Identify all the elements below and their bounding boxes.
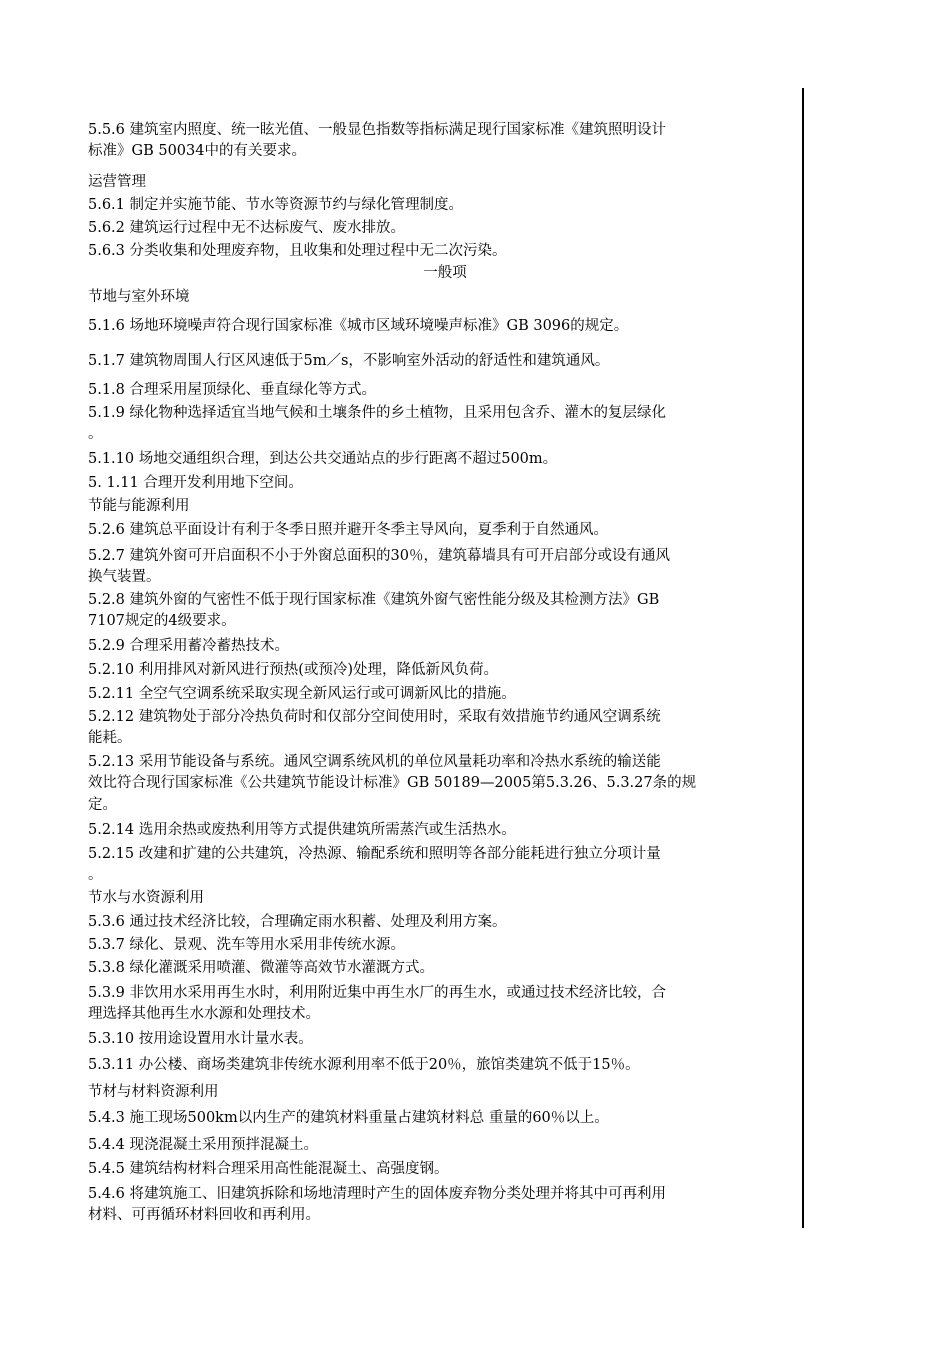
- text-line: 5.2.8 建筑外窗的气密性不低于现行国家标准《建筑外窗气密性能分级及其检测方法》GB: [88, 592, 660, 608]
- text-line: 5.3.11 办公楼、商场类建筑非传统水源利用率不低于20％，旅馆类建筑不低于15％。: [88, 1057, 640, 1073]
- text-line: 5.3.10 按用途设置用水计量水表。: [88, 1031, 313, 1047]
- text-line: 5.1.8 合理采用屋顶绿化、垂直绿化等方式。: [88, 382, 377, 398]
- section-heading: 节材与材料资源利用: [88, 1084, 219, 1100]
- section-heading: 运营管理: [88, 174, 146, 190]
- section-heading: 节能与能源利用: [88, 498, 190, 514]
- text-line: 5.1.10 场地交通组织合理，到达公共交通站点的步行距离不超过500m。: [88, 451, 558, 467]
- text-line: 5.3.9 非饮用水采用再生水时，利用附近集中再生水厂的再生水，或通过技术经济比较，合: [88, 985, 666, 1001]
- text-line: 理选择其他再生水水源和处理技术。: [88, 1006, 320, 1022]
- text-line: 5.2.6 建筑总平面设计有利于冬季日照并避开冬季主导风向，夏季利于自然通风。: [88, 522, 609, 538]
- text-line: 。: [88, 426, 103, 442]
- text-line: 5.1.6 场地环境噪声符合现行国家标准《城市区域环境噪声标准》GB 3096的规定。: [88, 318, 629, 334]
- text-line: 5.4.4 现浇混凝土采用预拌混凝土。: [88, 1137, 319, 1153]
- text-line: 。: [88, 867, 103, 883]
- section-heading: 节水与水资源利用: [88, 890, 204, 906]
- category-heading: 一般项: [423, 265, 467, 281]
- text-line: 5.4.3 施工现场500km以内生产的建筑材料重量占建筑材料总 重量的60％以上。: [88, 1110, 609, 1126]
- text-line: 5.6.3 分类收集和处理废弃物，且收集和处理过程中无二次污染。: [88, 243, 507, 259]
- text-line: 材料、可再循环材料回收和再利用。: [88, 1207, 320, 1223]
- text-line: 效比符合现行国家标准《公共建筑节能设计标准》GB 50189—2005第5.3.26、5.3.27条的规: [88, 775, 697, 791]
- text-line: 5.3.7 绿化、景观、洗车等用水采用非传统水源。: [88, 937, 406, 953]
- text-line: 5.1.7 建筑物周围人行区风速低于5m／s，不影响室外活动的舒适性和建筑通风。: [88, 353, 610, 369]
- text-line: 换气装置。: [88, 569, 161, 585]
- text-line: 能耗。: [88, 730, 132, 746]
- text-line: 5.2.11 全空气空调系统采取实现全新风运行或可调新风比的措施。: [88, 686, 516, 702]
- text-line: 5.1.9 绿化物种选择适宜当地气候和土壤条件的乡土植物，且采用包含乔、灌木的复层绿化: [88, 405, 666, 421]
- text-line: 定。: [88, 797, 117, 813]
- text-line: 5.4.5 建筑结构材料合理采用高性能混凝土、高强度钢。: [88, 1161, 449, 1177]
- text-line: 5.4.6 将建筑施工、旧建筑拆除和场地清理时产生的固体废弃物分类处理并将其中可再利用: [88, 1186, 666, 1202]
- text-line: 5.6.2 建筑运行过程中无不达标废气、废水排放。: [88, 220, 406, 236]
- text-line: 5.2.14 选用余热或废热利用等方式提供建筑所需蒸汽或生活热水。: [88, 822, 516, 838]
- text-line: 5.2.9 合理采用蓄冷蓄热技术。: [88, 638, 290, 654]
- text-line: 5.6.1 制定并实施节能、节水等资源节约与绿化管理制度。: [88, 197, 464, 213]
- text-line: 5.5.6 建筑室内照度、统一眩光值、一般显色指数等指标满足现行国家标准《建筑照明设计: [88, 122, 666, 138]
- text-line: 5.3.6 通过技术经济比较，合理确定雨水积蓄、处理及利用方案。: [88, 914, 507, 930]
- text-line: 5.2.13 采用节能设备与系统。通风空调系统风机的单位风量耗功率和冷热水系统的输送能: [88, 754, 661, 770]
- text-line: 5.2.10 利用排风对新风进行预热(或预冷)处理，降低新风负荷。: [88, 662, 499, 678]
- text-line: 5.2.12 建筑物处于部分冷热负荷时和仅部分空间使用时，采取有效措施节约通风空调系统: [88, 709, 661, 725]
- text-line: 5.2.15 改建和扩建的公共建筑，冷热源、输配系统和照明等各部分能耗进行独立分项计量: [88, 846, 661, 862]
- text-line: 标准》GB 50034中的有关要求。: [88, 143, 306, 159]
- text-line: 7107规定的4级要求。: [88, 613, 236, 629]
- text-line: 5. 1.11 合理开发利用地下空间。: [88, 475, 303, 491]
- text-line: 5.3.8 绿化灌溉采用喷灌、微灌等高效节水灌溉方式。: [88, 960, 435, 976]
- section-heading: 节地与室外环境: [88, 289, 190, 305]
- text-line: 5.2.7 建筑外窗可开启面积不小于外窗总面积的30％，建筑幕墙具有可开启部分或设有通风: [88, 548, 670, 564]
